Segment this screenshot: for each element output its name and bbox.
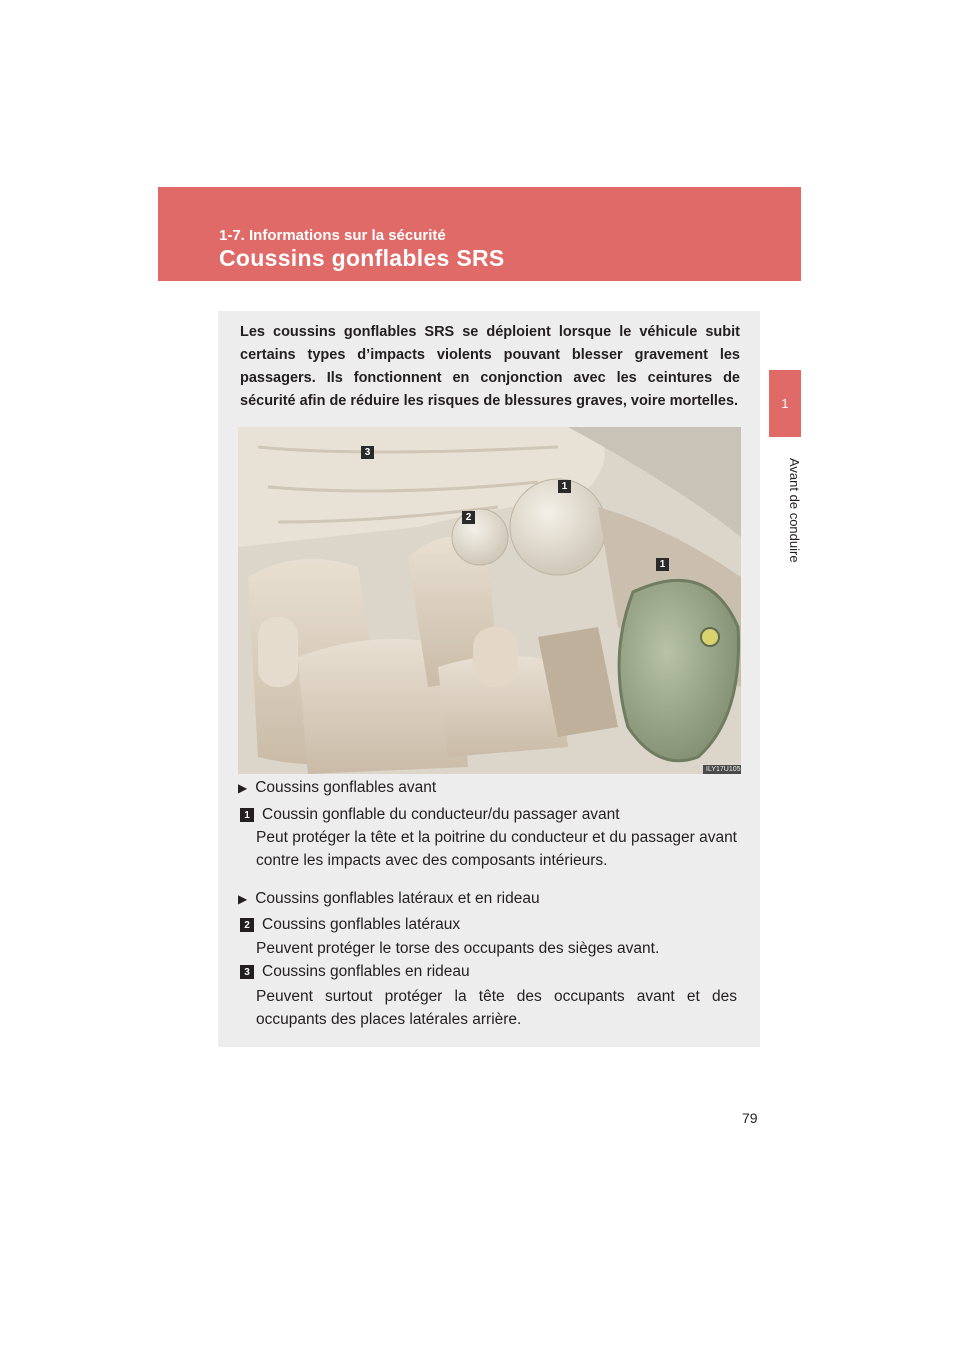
item-number: 2 bbox=[240, 918, 254, 932]
passenger-airbag bbox=[510, 479, 606, 575]
group-heading: ▶ Coussins gonflables avant bbox=[238, 779, 437, 796]
bullet-arrow-icon: ▶ bbox=[238, 892, 248, 906]
item-description: Peuvent protéger le torse des occupants des sièges avant. bbox=[256, 940, 660, 957]
content-panel bbox=[218, 311, 760, 1047]
item-description: Peut protéger la tête et la poitrine du conducteur et du passager avant contre les impacts avec des composants intérieurs. bbox=[256, 829, 737, 869]
item-number: 3 bbox=[240, 965, 254, 979]
chapter-tab-label: Avant de conduire bbox=[787, 457, 802, 563]
section-label: 1-7. Informations sur la sécurité bbox=[219, 227, 446, 244]
item-title: 3 Coussins gonflables en rideau bbox=[240, 963, 470, 981]
airbag-illustration bbox=[238, 427, 741, 774]
intro-paragraph: Les coussins gonflables SRS se déploient lorsque le véhicule subit certains types d’impacts violents pouvant blesser gravement les passagers. Ils fonctionnent en conjonction avec les ceintures de sécurité afin de réduire les risques de blessures graves, voire mortelles. bbox=[240, 324, 740, 409]
bullet-arrow-icon: ▶ bbox=[238, 781, 248, 795]
figure-tag: 1 bbox=[558, 480, 571, 493]
chapter-tab[interactable] bbox=[769, 370, 801, 437]
item-title: 2 Coussins gonflables latéraux bbox=[240, 916, 460, 934]
item-number: 1 bbox=[240, 808, 254, 822]
group-heading: ▶ Coussins gonflables latéraux et en rideau bbox=[238, 890, 540, 907]
figure-tag: 3 bbox=[361, 446, 374, 459]
chapter-header bbox=[158, 187, 801, 281]
side-airbag bbox=[452, 509, 508, 565]
figure-tag: 2 bbox=[462, 511, 475, 524]
figure-code: ILY17U105 bbox=[703, 765, 741, 774]
figure-tag: 1 bbox=[656, 558, 669, 571]
item-title: 1 Coussin gonflable du conducteur/du passager avant bbox=[240, 806, 620, 824]
item-description: Peuvent surtout protéger la tête des occupants avant et des occupants des places latérales arrière. bbox=[256, 988, 737, 1028]
page-title: Coussins gonflables SRS bbox=[219, 245, 505, 271]
interior-drawing bbox=[238, 427, 741, 774]
page-number: 79 bbox=[742, 1110, 758, 1126]
chapter-tab-number: 1 bbox=[781, 396, 789, 411]
